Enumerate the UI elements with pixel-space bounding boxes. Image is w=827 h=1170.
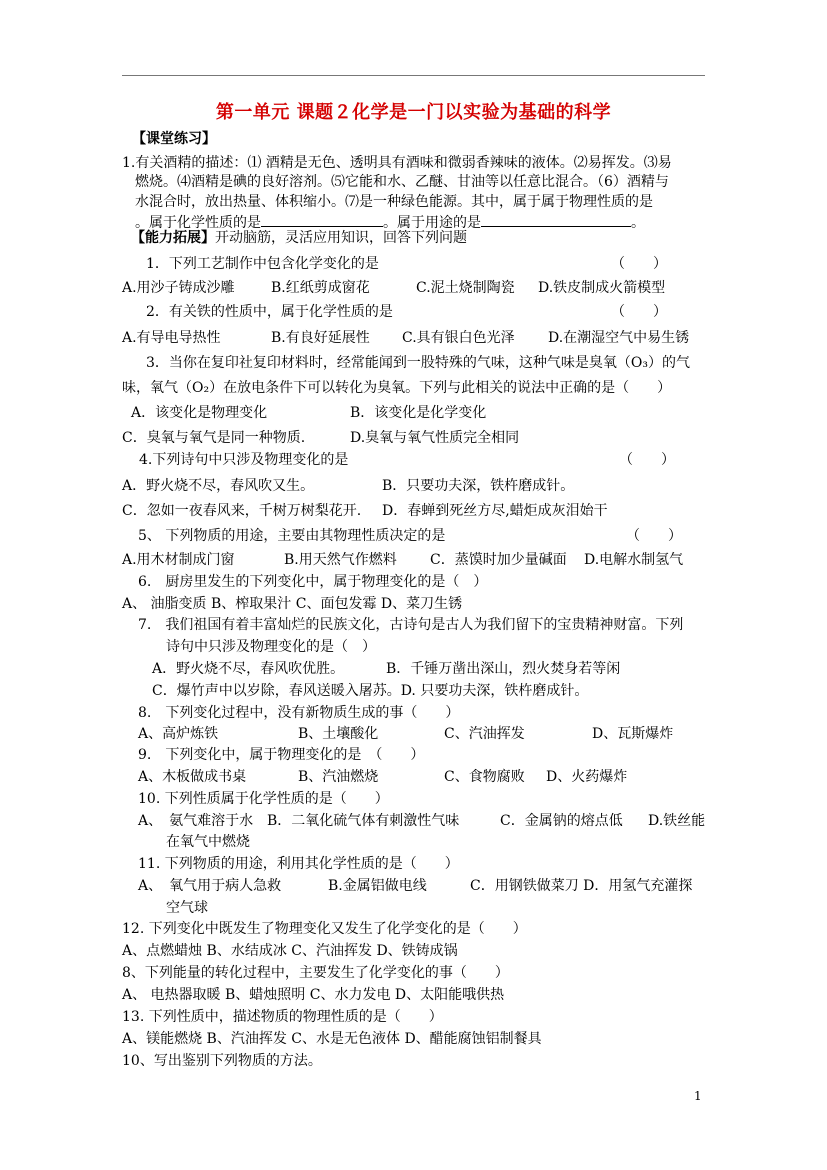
question-13-stem: 13. 下列性质中，描述物质的物理性质的是（ ） — [122, 1009, 443, 1025]
option-10b: B．二氧化硫气体有刺激性气味 — [267, 813, 460, 829]
option-4c: C．忽如一夜春风来，千树万树梨花开. — [122, 503, 362, 519]
q1-end: 。 — [631, 215, 645, 231]
question-6-options: A、 油脂变质 B、榨取果汁 C、面包发霉 D、菜刀生锈 — [122, 596, 463, 612]
question-4-stem: 4.下列诗句中只涉及物理变化的是 — [139, 452, 349, 468]
answer-blank-use[interactable] — [481, 214, 631, 227]
option-2b: B.有良好延展性 — [271, 330, 370, 346]
option-8c: C、汽油挥发 — [444, 726, 525, 742]
option-1d: D.铁皮制成火箭模型 — [538, 280, 666, 296]
option-3a: A．该变化是物理变化 — [131, 405, 268, 421]
option-10c: C．金属钠的熔点低 — [500, 813, 623, 829]
option-2a: A.有导电导热性 — [122, 330, 221, 346]
question-identify-stem: 10、写出鉴别下列物质的方法。 — [122, 1053, 322, 1069]
section-heading-extension: 【能力拓展】开动脑筋，灵活应用知识，回答下列问题 — [131, 230, 467, 246]
option-5c: C．蒸馍时加少量碱面 — [430, 552, 567, 568]
question-8-stem: 8. 下列变化过程中，没有新物质生成的事（ ） — [138, 705, 460, 721]
question-11-stem: 11. 下列物质的用途，利用其化学性质的是（ ） — [138, 856, 459, 872]
question-5-bracket: （ ） — [626, 528, 682, 544]
option-7a: A．野火烧不尽，春风吹优胜。 — [152, 661, 345, 677]
q1-use-label: 。属于用途的是 — [383, 215, 481, 231]
option-7cd: C．爆竹声中以岁除，春风送暖入屠苏。D. 只要功夫深，铁杵磨成针。 — [152, 683, 589, 699]
question-10-stem: 10. 下列性质属于化学性质的是（ ） — [138, 791, 389, 807]
q1-line-4 — [135, 214, 645, 231]
answer-blank-chemical[interactable] — [261, 214, 383, 227]
question-2-bracket: （ ） — [611, 304, 667, 320]
option-11a: A、 氧气用于病人急救 — [138, 878, 282, 894]
question-7-stem-line-2: 诗句中只涉及物理变化的是（ ） — [166, 639, 376, 655]
option-3c: C．臭氧与氧气是同一种物质. — [122, 430, 306, 446]
option-3d: D.臭氧与氧气性质完全相同 — [350, 430, 520, 446]
question-3-stem-line-1: 3．当你在复印社复印材料时，经常能闻到一股特殊的气味，这种气味是臭氧（O₃）的气 — [146, 355, 690, 371]
q1-line-1: 1.有关酒精的描述：⑴ 酒精是无色、透明具有酒味和微弱香辣味的液体。⑵易挥发。⑶易 — [122, 155, 672, 171]
question-2-stem: 2．有关铁的性质中，属于化学性质的是 — [146, 304, 393, 320]
option-10a: A、 氨气难溶于水 — [138, 813, 254, 829]
option-5a: A.用木材制成门窗 — [122, 552, 235, 568]
question-1-bracket: （ ） — [611, 256, 667, 272]
option-9c: C、食物腐败 — [444, 769, 525, 785]
question-3-stem-line-2: 味，氧气（O₂）在放电条件下可以转化为臭氧。下列与此相关的说法中正确的是（ ） — [122, 380, 672, 396]
question-1-stem: 1．下列工艺制作中包含化学变化的是 — [146, 256, 379, 272]
question-energy-options: A、 电热器取暖 B、蜡烛照明 C、水力发电 D、太阳能哦供热 — [122, 987, 505, 1003]
option-3b: B．该变化是化学变化 — [350, 405, 487, 421]
option-8b: B、土壤酸化 — [298, 726, 379, 742]
question-12-stem: 12. 下列变化中既发生了物理变化又发生了化学变化的是（ ） — [122, 921, 527, 937]
option-9d: D、火药爆炸 — [546, 769, 628, 785]
option-5b: B.用天然气作燃料 — [284, 552, 397, 568]
option-7b: B．千锤万凿出深山，烈火焚身若等闲 — [386, 661, 621, 677]
page-number: 1 — [694, 1089, 702, 1103]
q1-chem-label: 。属于化学性质的是 — [135, 215, 261, 231]
option-4d: D．春蝉到死丝方尽,蜡炬成灰泪始干 — [382, 503, 608, 519]
section-heading-practice: 【课堂练习】 — [132, 131, 216, 147]
question-9-stem: 9. 下列变化中，属于物理变化的是 （ ） — [138, 747, 425, 763]
q1-line-2: 燃烧。⑷酒精是碘的良好溶剂。⑸它能和水、乙醚、甘油等以任意比混合。（6）酒精与 — [135, 174, 669, 190]
header-rule — [122, 75, 705, 76]
option-9a: A、木板做成书桌 — [138, 769, 247, 785]
option-1c: C.泥土烧制陶瓷 — [416, 280, 515, 296]
option-2c: C.具有银白色光泽 — [402, 330, 515, 346]
question-13-options: A、镁能燃烧 B、汽油挥发 C、水是无色液体 D、醋能腐蚀铝制餐具 — [122, 1031, 542, 1047]
question-6-stem: 6. 厨房里发生的下列变化中，属于物理变化的是（ ） — [138, 574, 488, 590]
question-4-bracket: （ ） — [619, 452, 675, 468]
option-8a: A、高炉炼铁 — [138, 726, 219, 742]
option-5d: D.电解水制氢气 — [584, 552, 684, 568]
option-4b: B．只要功夫深，铁杵磨成针。 — [382, 478, 575, 494]
option-1a: A.用沙子铸成沙雕 — [122, 280, 235, 296]
option-11cd: C．用钢铁做菜刀 D．用氢气充灌探 — [470, 878, 693, 894]
question-12-options: A、点燃蜡烛 B、水结成冰 C、汽油挥发 D、铁铸成锅 — [122, 943, 458, 959]
question-7-stem-line-1: 7. 我们祖国有着丰富灿烂的民族文化，古诗句是古人为我们留下的宝贵精神财富。下列 — [138, 617, 684, 633]
option-8d: D、瓦斯爆炸 — [592, 726, 674, 742]
page-title: 第一单元 课题２化学是一门以实验为基础的科学 — [215, 102, 612, 123]
q1-line-3: 水混合时，放出热量、体积缩小。⑺是一种绿色能源。其中，属于属于物理性质的是 — [135, 194, 653, 210]
option-10d: D.铁丝能 — [648, 813, 706, 829]
option-1b: B.红纸剪成窗花 — [271, 280, 370, 296]
option-2d: D.在潮湿空气中易生锈 — [548, 330, 690, 346]
question-5-stem: 5、 下列物质的用途，主要由其物理性质决定的是 — [138, 528, 446, 544]
option-4a: A．野火烧不尽，春风吹又生。 — [122, 478, 315, 494]
question-energy-stem: 8、下列能量的转化过程中，主要发生了化学变化的事（ ） — [122, 965, 509, 981]
option-9b: B、汽油燃烧 — [298, 769, 379, 785]
option-10d-cont: 在氧气中燃烧 — [166, 834, 250, 850]
option-11d-cont: 空气球 — [166, 900, 208, 916]
option-11b: B.金属铝做电线 — [328, 878, 427, 894]
